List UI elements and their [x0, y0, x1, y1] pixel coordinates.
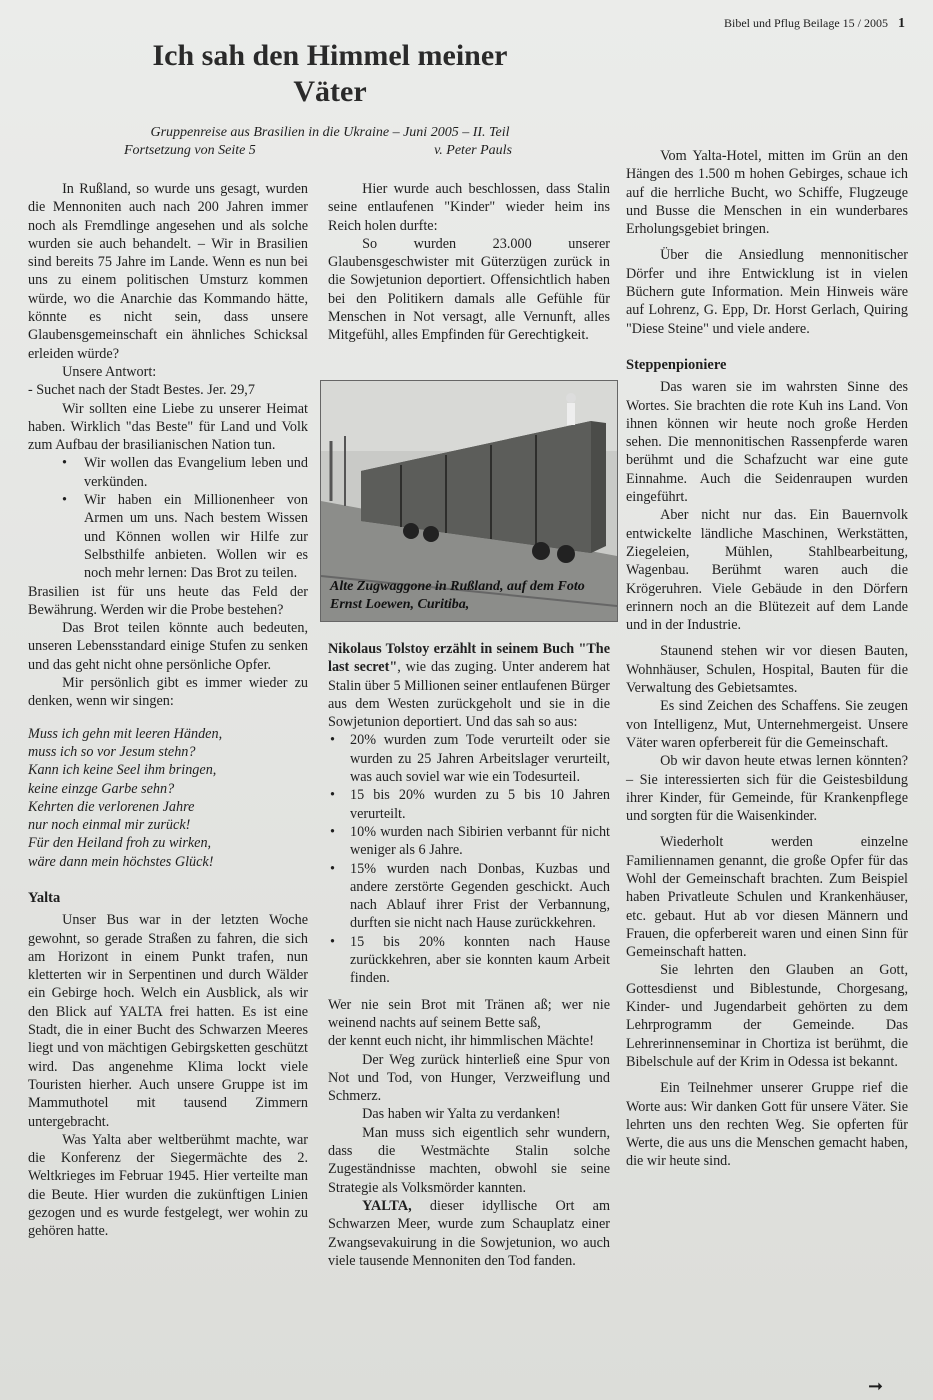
verse-line: Muss ich gehn mit leeren Händen, — [28, 725, 223, 742]
paragraph: In Rußland, so wurde uns gesagt, wurden die Mennoniten auch nach 200 Jahren immer noch als Fremdlinge angesehen und als solche wurden sie auch behandelt. – Wir in Brasilien sind bereits 75 Jahre im Lande. Wenn es nun bei uns zu einem politischen Umsturz kommen würde, wo die Anarchie das Kommando hätte, könnte es nicht sein, dass unsere Glaubensgemeinschaft ein ähnliches Schicksal erleiden würde? — [28, 181, 308, 362]
article-title: Ich sah den Himmel meiner Väter — [152, 39, 508, 108]
paragraph: Es sind Zeichen des Schaffens. Sie zeugen von Intelligenz, Mut, Unternehmergeist. Unsere Väter waren opferbereit für die Gemeinschaft. — [626, 698, 908, 751]
column-1 — [28, 180, 308, 1241]
verse-line: nur noch einmal mir zurück! — [28, 817, 191, 834]
paragraph: So wurden 23.000 unserer Glaubensgeschwister mit Güterzügen zurück in die Sowjetunion deportiert. Offensichtlich haben bei den Politikern damals alle Gefühle für Menschen in Not versagt, alle Vernunft, alles Mitgefühl, alles Empfinden für Gerechtigkeit. — [328, 235, 610, 344]
list-item: • 15 bis 20% wurden zu 5 bis 10 Jahren verurteilt. — [350, 786, 610, 823]
page-number: 1 — [898, 16, 905, 31]
verse-line: Kann ich keine Seel ihm bringen, — [28, 762, 217, 779]
bullet-list — [28, 454, 308, 582]
paragraph: Ob wir davon heute etwas lernen könnten? – Sie interessierten sich für die Geistesbildung ihrer Kinder, für Gemeinde, für Krankenpflege und sorgten für die Waisenkinder. — [626, 753, 908, 825]
paragraph: Wir sollten eine Liebe zu unserer Heimat haben. Wirklich "das Beste" für Land und Volk zum Aufbau der brasilianischen Nation tun. — [28, 400, 308, 454]
hymn-verse — [28, 725, 308, 871]
paragraph: Das waren sie im wahrsten Sinne des Wortes. Sie brachten die rote Kuh ins Land. Von ihnen können wir heute noch große Herden sehen. Die mennonitischen Rassenpferde waren berühmt und die Schafzucht war eine gute Einnahme. Auch die Seidenraupen wurden eingeführt. — [626, 379, 908, 506]
paragraph: Ein Teilnehmer unserer Gruppe rief die Worte aus: Wir danken Gott für unsere Väter. Sie lehrten uns den rechten Weg. Sie opferten für Werte, die aus uns die Menschen gemacht haben, die wir heute sind. — [626, 1080, 908, 1170]
paragraph: Wiederholt werden einzelne Familiennamen genannt, die große Opfer für das Wohl der Gemeinschaft brachten. Zum Beispiel haben Privatleute Schulen und Krankenhäuser, etc. gebaut. Hut ab vor diesen Männern und Frauen, die opferbereit waren und einen Sinn für Gemeinschaft hatten. — [626, 834, 908, 961]
author-byline: v. Peter Pauls — [434, 143, 512, 158]
lead-paragraph — [328, 640, 610, 731]
list-item: • 10% wurden nach Sibirien verbannt für nicht weniger als 6 Jahre. — [350, 823, 610, 860]
paragraph — [328, 1197, 610, 1270]
column-3 — [626, 147, 908, 1171]
verse-line: muss ich so vor Jesum stehn? — [28, 743, 196, 760]
page-header — [724, 16, 905, 32]
paragraph: Man muss sich eigentlich sehr wundern, dass die Westmächte Stalin solche Zugeständnisse machten, obwohl sie seine Strategie als Volksmörder kannten. — [328, 1124, 610, 1196]
subtitle-row — [100, 142, 560, 160]
paragraph: Aber nicht nur das. Ein Bauernvolk entwickelte ländliche Maschinen, Werkstätten, Ziegeleien, Mühlen, Stahlbearbeitung, Wagenbau. Berühmt waren auch die Krögeruhren. Viele Gebäude in den Dörfern erinnern noch an die Blütezeit auf dem Lande und in der Industrie. — [626, 507, 908, 634]
paragraph: Über die Ansiedlung mennonitischer Dörfer und ihre Entwicklung ist in vielen Büchern gute Information. Mein Hinweis wäre auf Lohrenz, G. Epp, Dr. Horst Gerlach, Quiring "Diese Steine" und viele andere. — [626, 247, 908, 337]
paragraph: Brasilien ist für uns heute das Feld der Bewährung. Werden wir die Probe bestehen? — [28, 583, 308, 618]
paragraph: Wer nie sein Brot mit Tränen aß; wer nie weinend nachts auf seinem Bette saß, — [328, 996, 610, 1031]
lead-bold: Nikolaus Tolstoy erzählt in seinem Buch "The last secret" — [328, 641, 610, 676]
bullet-list — [328, 731, 610, 987]
continuation-note: Fortsetzung von Seite 5 — [124, 143, 256, 158]
paragraph: Das haben wir Yalta zu verdanken! — [362, 1106, 561, 1123]
photo-caption: Alte Zugwaggone in Rußland, auf dem Foto Ernst Loewen, Curitiba, — [330, 579, 585, 612]
paragraph: Der Weg zurück hinterließ eine Spur von Not und Tod, von Hunger, Verzweiflung und Schmerz. — [328, 1051, 610, 1105]
paragraph: Hier wurde auch beschlossen, dass Stalin seine entlaufenen "Kinder" wieder heim ins Reich holen durfte: — [328, 181, 610, 234]
verse-line: keine einzge Garbe sehn? — [28, 780, 175, 797]
section-heading: Yalta — [28, 889, 61, 906]
paragraph: Das Brot teilen könnte auch bedeuten, unseren Lebensstandard einige Stufen zu senken und das geht nicht ohne persönliche Opfer. — [28, 620, 308, 673]
paragraph: Vom Yalta-Hotel, mitten im Grün an den Hängen des 1.500 m hohen Gebirges, schaue ich auf die herrliche Bucht, wo Schiffe, Flugzeuge und Busse die Menschen in ein wunderbares Erholungsgebiet bringen. — [626, 148, 908, 238]
list-item: • 15% wurden nach Donbas, Kuzbas und andere zerstörte Gegenden geschickt. Auch nach Ablauf ihrer Frist der Verbannung, durften sie nicht nach Hause zurückkehren. — [350, 860, 610, 933]
paragraph: Staunend stehen wir vor diesen Bauten, Wohnhäuser, Schulen, Hospital, Bauten für die Verwaltung des Gebietsamtes. — [626, 643, 908, 697]
continue-arrow-icon: ➞ — [868, 1376, 884, 1396]
section-heading: Steppenpioniere — [626, 356, 727, 373]
subtitle-line: Gruppenreise aus Brasilien in die Ukraine – Juni 2005 – II. Teil — [150, 125, 510, 140]
article-subtitle — [100, 124, 560, 160]
paragraph: - Suchet nach der Stadt Bestes. Jer. 29,7 — [28, 382, 255, 399]
lead-text: , wie das zuging. Unter anderem hat Stalin über 5 Millionen seiner entlaufenen Bürger aus dem Westen zurückgeholt und sie in die Sowjetunion deportiert. Und das sah so aus: — [328, 659, 610, 731]
publication-line: Bibel und Pflug Beilage 15 / 2005 — [724, 16, 888, 30]
verse-line: wäre dann mein höchstes Glück! — [28, 853, 214, 870]
paragraph: Sie lehrten den Glauben an Gott, Gottesdienst und Biblestunde, Chorgesang, Kinder- und Jugendarbeit gehörten zu dem Lehrprogramm der Gemeinde. Das Lehrerinnenseminar in Chortiza ist berühmt, die Bibelschule auf der Krim in Odessa ist bekannt. — [626, 962, 908, 1070]
paragraph: Was Yalta aber weltberühmt machte, war die Konferenz der Siegermächte des 2. Weltkrieges im Februar 1945. Hier verteilte man die Beute. Hier wurden die zukünftigen Linien gezogen und es wurde festgelegt, wer wohin zu gehören hatte. — [28, 1131, 308, 1240]
verse-line: Für den Heiland froh zu wirken, — [28, 835, 212, 852]
paragraph: Unsere Antwort: — [62, 363, 157, 380]
paragraph-text: dieser idyllische Ort am Schwarzen Meer, wurde zum Schauplatz einer Zwangsevakuirung in die Sowjetunion, wo auch viele tausende Mennoniten den Tod fanden. — [328, 1197, 610, 1269]
paragraph: der kennt euch nicht, ihr himmlischen Mächte! — [328, 1033, 594, 1050]
paragraph: Unser Bus war in der letzten Woche gewohnt, so gerade Straßen zu fahren, die sich am Horizont in einem Punkt trafen, nun kletterten wir in Serpentinen und durch Wälder ein Gebirge hoch. Welch ein Ausblick, als wir den Blick auf YALTA frei hatten. Es ist eine Stadt, die in einer Bucht des Schwarzen Meeres liegt und von mächtigen Gebirgsketten geschützt wird. Das angenehme Klima lockt viele Touristen hierher. Auch unsere Gruppe ist im Mammuthotel mit tausend Zimmern untergebracht. — [28, 912, 308, 1130]
column-2-top — [328, 180, 610, 345]
list-item: • Wir haben ein Millionenheer von Armen um uns. Nach bestem Wissen und Können wollen wir Hilfe zur Selbsthilfe anbieten. Wollen wir es noch mehr lernen: Das Brot zu teilen. — [84, 491, 308, 582]
list-item: • Wir wollen das Evangelium leben und verkünden. — [84, 454, 308, 491]
list-item: • 15 bis 20% konnten nach Hause zurückkehren, aber sie konnten kaum Arbeit finden. — [350, 933, 610, 988]
verse-line: Kehrten die verlorenen Jahre — [28, 798, 195, 815]
column-2-bottom — [328, 640, 610, 1270]
bold-word: YALTA, — [362, 1197, 412, 1214]
list-item: • 20% wurden zum Tode verurteilt oder sie wurden zu 25 Jahren Arbeitslager verurteilt, was auch soviel war wie ein Todesurteil. — [350, 731, 610, 786]
paragraph: Mir persönlich gibt es immer wieder zu denken, wenn wir singen: — [28, 675, 308, 710]
